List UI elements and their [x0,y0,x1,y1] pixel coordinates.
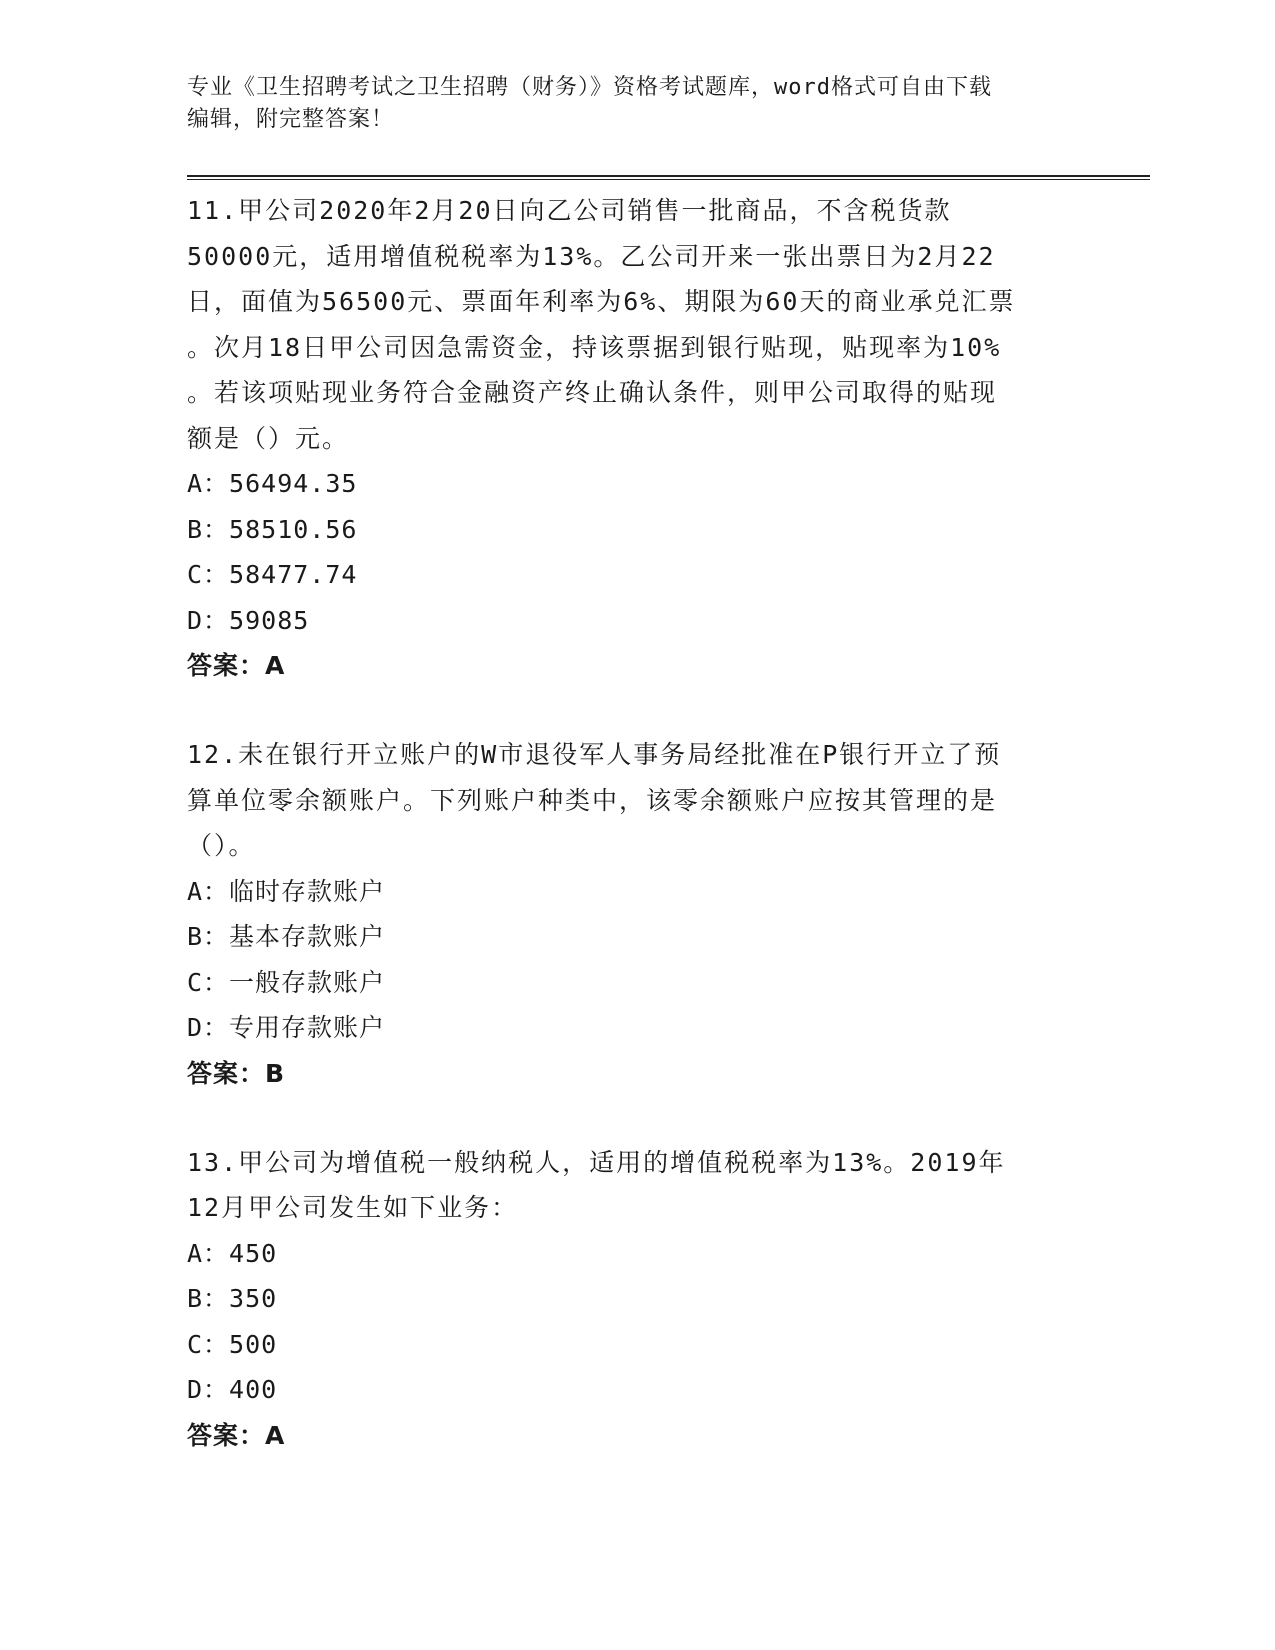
spacer [187,1096,1087,1140]
question-stem-line: 。次月18日甲公司因急需资金，持该票据到银行贴现，贴现率为10% [187,332,1002,362]
spacer [187,688,1087,732]
question-stem-line: 11.甲公司2020年2月20日向乙公司销售一批商品，不含税货款 [187,196,952,225]
question-11 [187,188,1087,688]
option-a: A：450 [187,1238,278,1268]
option-c: C：58477.74 [187,560,358,589]
option-a: A：56494.35 [187,469,358,498]
option-c: C：500 [187,1329,278,1359]
question-stem-line: 日，面值为56500元、票面年利率为6%、期限为60天的商业承兑汇票 [187,287,1016,316]
answer-line: 答案：A [187,651,286,680]
option-b: B：基本存款账户 [187,922,386,951]
question-stem-line: 额是（）元。 [187,423,350,453]
option-d: D：400 [187,1375,278,1404]
answer-line: 答案：A [187,1420,286,1450]
option-d: D：专用存款账户 [187,1013,386,1042]
question-stem-line: 12月甲公司发生如下业务： [187,1193,519,1222]
question-stem-line: 12.未在银行开立账户的W市退役军人事务局经批准在P银行开立了预 [187,740,1002,769]
option-d: D：59085 [187,605,310,635]
header-line-1: 专业《卫生招聘考试之卫生招聘（财务）》资格考试题库，word格式可自由下载 [187,75,992,100]
header-divider [187,175,1150,180]
option-c: C：一般存款账户 [187,967,386,997]
option-b: B：58510.56 [187,514,358,544]
option-a: A：临时存款账户 [187,876,386,906]
option-b: B：350 [187,1284,278,1313]
question-stem-line: （）。 [187,831,256,860]
question-stem-line: 13.甲公司为增值税一般纳税人，适用的增值税税率为13%。2019年 [187,1147,1006,1177]
question-list [187,188,1087,1458]
question-stem-line: 50000元，适用增值税税率为13%。乙公司开来一张出票日为2月22 [187,241,996,271]
header-line-2: 编辑，附完整答案！ [187,107,395,132]
question-12 [187,732,1087,1096]
answer-line: 答案：B [187,1058,286,1088]
question-stem-line: 算单位零余额账户。下列账户种类中，该零余额账户应按其管理的是 [187,785,998,815]
document-header [187,72,1067,136]
question-stem-line: 。若该项贴现业务符合金融资产终止确认条件，则甲公司取得的贴现 [187,378,998,407]
question-13 [187,1140,1087,1458]
